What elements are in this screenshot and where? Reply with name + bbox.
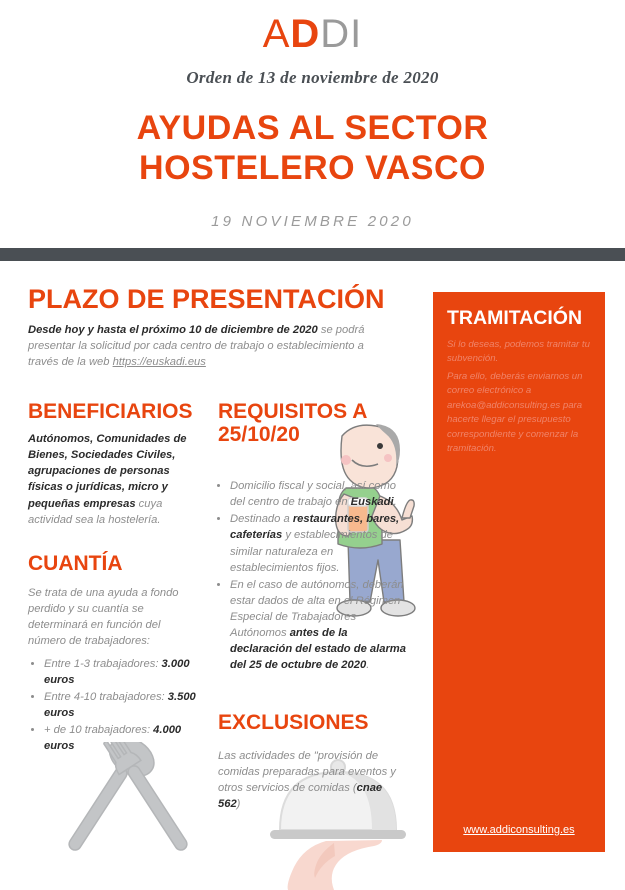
requisito-pre: En el caso de autónomos, deberán estar dados de alta en el Régimen Especial de Trabajadores Autónomos: [230, 578, 404, 640]
list-item: [230, 478, 406, 510]
requisitos-heading-line-1: REQUISITOS A: [218, 400, 368, 423]
orden-subtitle: Orden de 13 de noviembre de 2020: [186, 68, 439, 87]
list-item: [44, 689, 200, 721]
exclusiones-bold: cnae 562: [218, 782, 383, 811]
requisito-post: .: [366, 659, 370, 672]
cuantia-block: [28, 585, 200, 755]
requisito-bold: antes de la declaración del estado de alarma del 25 de octubre de 2020: [230, 627, 406, 672]
logo-letter-i: I: [350, 12, 363, 56]
tramitacion-panel: [433, 292, 605, 852]
cuantia-heading: CUANTÍA: [28, 552, 123, 575]
header-divider-bar: [0, 248, 625, 261]
page-title-line-2: HOSTELERO VASCO: [139, 149, 486, 188]
page-title: [0, 108, 625, 189]
addiconsulting-website-link[interactable]: www.addiconsulting.es: [463, 824, 575, 836]
euskadi-link[interactable]: https://euskadi.eus: [112, 356, 206, 369]
beneficiarios-heading: BENEFICIARIOS: [28, 400, 193, 423]
crossed-spoon-fork-icon: [38, 742, 218, 887]
plazo-paragraph: [28, 322, 394, 370]
requisitos-list: [214, 478, 406, 674]
beneficiarios-bold-text: Autónomos, Comunidades de Bienes, Sociedades Civiles, agrupaciones de personas físicas o jurídicas, micro y pequeñas empresas: [28, 433, 187, 510]
plazo-rest-text: se podrá presentar la solicitud por cada centro de trabajo o establecimiento a través de la web: [28, 324, 365, 369]
logo-letter-d1: D: [290, 12, 321, 56]
publication-date: 19 NOVIEMBRE 2020: [211, 213, 414, 230]
exclusiones-paragraph: [218, 748, 398, 813]
cuantia-item-amount: 3.000 euros: [44, 657, 190, 686]
list-item: [230, 577, 406, 674]
tramitacion-paragraph-2: Para ello, deberás enviarnos un correo electrónico a arekoa@addiconsulting.es para hacerte llegar el presupuesto correspondiente y comenzar la tramitación.: [447, 371, 583, 454]
requisitos-heading-line-2: 25/10/20: [218, 422, 300, 446]
requisito-post: y establecimientos de similar naturaleza en establecimientos fijos.: [230, 529, 393, 574]
beneficiarios-paragraph: [28, 431, 198, 528]
requisito-bold: restaurantes, bares, cafeterías: [230, 513, 400, 542]
requisito-post: .: [393, 496, 397, 509]
cuantia-item-amount: 3.500 euros: [44, 690, 196, 719]
cuantia-intro: Se trata de una ayuda a fondo perdido y su cuantía se determinará en función del número de trabajadores:: [28, 587, 179, 648]
requisito-pre: Destinado a: [230, 513, 293, 526]
cuantia-item-label: + de 10 trabajadores:: [44, 724, 154, 736]
cuantia-item-amount: 4.000 euros: [44, 724, 182, 753]
list-item: [44, 656, 200, 688]
exclusiones-post: ): [236, 798, 241, 811]
logo-letter-d2: D: [320, 12, 351, 56]
cuantia-item-label: Entre 4-10 trabajadores:: [44, 690, 168, 703]
cuantia-item-label: Entre 1-3 trabajadores:: [44, 657, 162, 670]
plazo-bold-text: Desde hoy y hasta el próximo 10 de diciembre de 2020: [28, 324, 318, 336]
cuantia-list: [28, 656, 200, 755]
page-title-line-1: AYUDAS AL SECTOR: [136, 109, 489, 147]
list-item: [44, 722, 200, 754]
requisito-pre: Domicilio fiscal y social, así como del centro de trabajo en: [230, 480, 396, 509]
logo-letter-a: A: [262, 12, 291, 56]
plazo-heading: PLAZO DE PRESENTACIÓN: [28, 284, 385, 314]
footer-link-container: [433, 820, 605, 838]
tramitacion-heading: TRAMITACIÓN: [447, 307, 583, 329]
tramitacion-paragraph-1: Si lo deseas, podemos tramitar tu subvención.: [447, 339, 590, 365]
addi-logo: [0, 14, 625, 54]
exclusiones-heading: EXCLUSIONES: [218, 711, 369, 734]
requisitos-block: [214, 472, 406, 675]
requisito-bold: Euskadi: [350, 496, 394, 509]
list-item: [230, 511, 406, 576]
beneficiarios-rest-text: cuya actividad sea la hostelería.: [28, 497, 163, 526]
exclusiones-pre: Las actividades de "provisión de comidas preparadas para eventos y otros servicios de comidas (: [218, 750, 396, 795]
requisitos-heading: [218, 401, 368, 446]
